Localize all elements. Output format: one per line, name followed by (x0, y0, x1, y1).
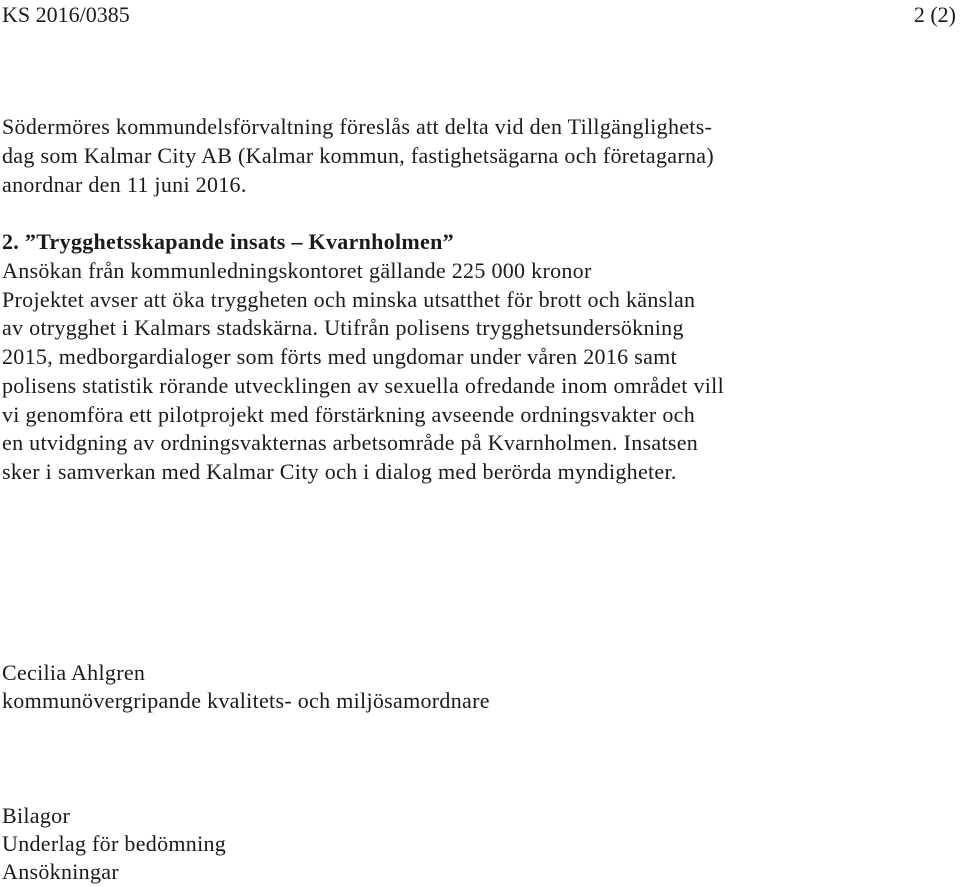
signature-title: kommunövergripande kvalitets- och miljösamordnare (2, 688, 490, 713)
body-line: polisens statistik rörande utvecklingen av sexuella ofredande inom området vill (2, 373, 725, 398)
body-line: en utvidgning av ordningsvakternas arbetsområde på Kvarnholmen. Insatsen (2, 430, 699, 455)
attachments-label: Bilagor (2, 803, 71, 828)
intro-line: anordnar den 11 juni 2016. (2, 172, 247, 197)
intro-line: Södermöres kommundelsförvaltning föreslås att delta vid den Tillgänglighets- (2, 114, 713, 139)
section-heading: 2. ”Trygghetsskapande insats – Kvarnholmen” (2, 229, 454, 254)
body-line: Projektet avser att öka tryggheten och minska utsatthet för brott och känslan (2, 287, 696, 312)
attachment-item: Underlag för bedömning (2, 831, 227, 856)
body-line: Ansökan från kommunledningskontoret gällande 225 000 kronor (2, 258, 592, 283)
intro-line: dag som Kalmar City AB (Kalmar kommun, fastighetsägarna och företagarna) (2, 143, 714, 168)
page-number: 2 (2) (913, 2, 956, 27)
attachment-item: Ansökningar (2, 859, 119, 884)
body-line: sker i samverkan med Kalmar City och i dialog med berörda myndigheter. (2, 459, 677, 484)
signature-name: Cecilia Ahlgren (2, 660, 146, 685)
body-line: vi genomföra ett pilotprojekt med förstärkning avseende ordningsvakter och (2, 402, 696, 427)
body-line: av otrygghet i Kalmars stadskärna. Utifrån polisens trygghetsundersökning (2, 315, 684, 340)
document-number: KS 2016/0385 (2, 2, 130, 27)
body-line: 2015, medborgardialoger som förts med ungdomar under våren 2016 samt (2, 344, 677, 369)
